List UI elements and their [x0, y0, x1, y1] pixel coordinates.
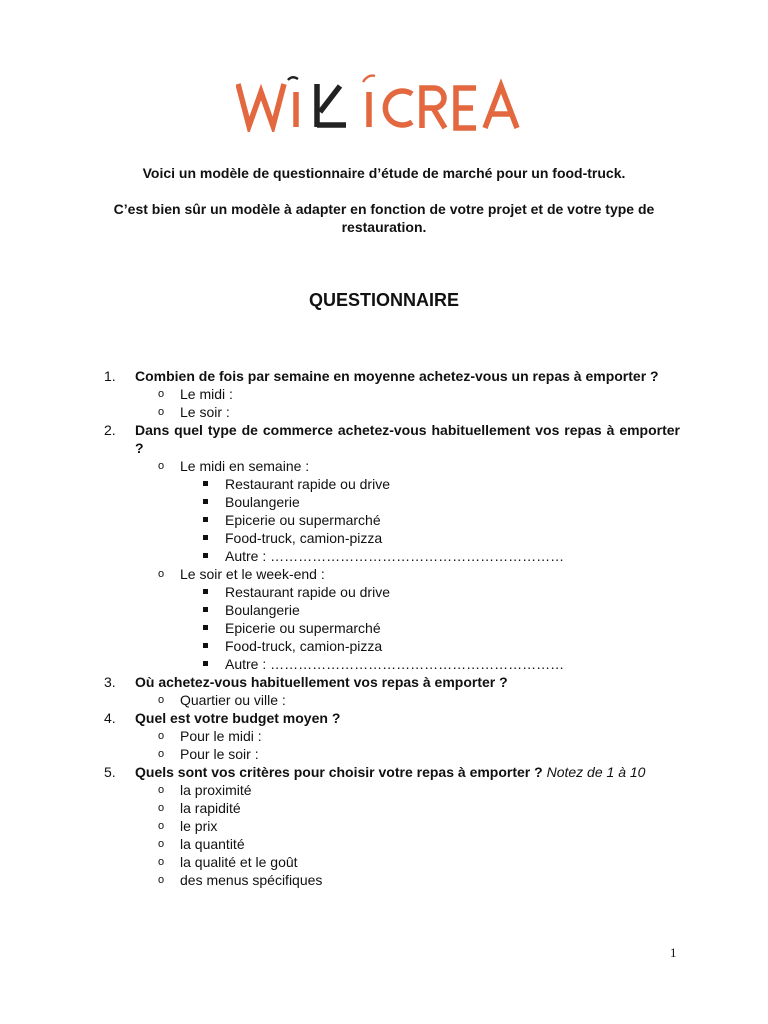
list-item: o Pour le midi : — [158, 727, 680, 745]
list-item: o des menus spécifiques — [158, 871, 680, 889]
list-item — [158, 565, 680, 673]
page-title: QUESTIONNAIRE — [308, 290, 459, 310]
list-item: Food-truck, camion-pizza — [203, 529, 680, 547]
list-item: Restaurant rapide ou drive — [203, 583, 680, 601]
list-item: o la proximité — [158, 781, 680, 799]
question-5 — [104, 763, 680, 889]
group-label: Le midi en semaine : — [180, 458, 310, 474]
list-item: Epicerie ou supermarché — [203, 619, 680, 637]
page-number: 1 — [670, 945, 677, 960]
question-4 — [104, 709, 680, 763]
wikicrea-logo — [0, 72, 768, 132]
list-item: o la qualité et le goût — [158, 853, 680, 871]
question-text: Dans quel type de commerce achetez-vous habituellement vos repas à emporter ? — [135, 422, 680, 456]
list-item: Autre : ……………………………………………………… — [203, 655, 680, 673]
question-text — [135, 763, 680, 781]
list-item: Restaurant rapide ou drive — [203, 475, 680, 493]
intro-line-2: C’est bien sûr un modèle à adapter en fonction de votre projet et de votre type de restauration. — [113, 201, 655, 235]
question-text: Quel est votre budget moyen ? — [135, 710, 341, 726]
list-item: o Le soir : — [158, 403, 680, 421]
list-item: Epicerie ou supermarché — [203, 511, 680, 529]
list-item: o Quartier ou ville : — [158, 691, 680, 709]
question-3 — [104, 673, 680, 709]
list-item: o la rapidité — [158, 799, 680, 817]
list-item: o la quantité — [158, 835, 680, 853]
list-item: o le prix — [158, 817, 680, 835]
questions-list — [104, 367, 680, 889]
group-label: Le soir et le week-end : — [180, 566, 325, 582]
question-note: Notez de 1 à 10 — [546, 764, 646, 780]
list-item: Boulangerie — [203, 601, 680, 619]
list-item: Autre : ……………………………………………………… — [203, 547, 680, 565]
question-number: 5. — [104, 764, 116, 780]
list-item: Boulangerie — [203, 493, 680, 511]
logo-image — [236, 72, 532, 132]
question-text-main: Quels sont vos critères pour choisir votre repas à emporter ? — [135, 764, 543, 780]
list-item: o Le midi : — [158, 385, 680, 403]
list-item: o Pour le soir : — [158, 745, 680, 763]
question-1 — [104, 367, 680, 421]
question-2 — [104, 421, 680, 673]
question-number: 2. — [104, 422, 116, 438]
question-number: 1. — [104, 368, 116, 384]
question-number: 4. — [104, 710, 116, 726]
list-item: Food-truck, camion-pizza — [203, 637, 680, 655]
list-item — [158, 457, 680, 565]
question-number: 3. — [104, 674, 116, 690]
question-text: Combien de fois par semaine en moyenne achetez-vous un repas à emporter ? — [135, 368, 659, 384]
intro-line-1: Voici un modèle de questionnaire d’étude de marché pour un food-truck. — [142, 165, 626, 181]
question-text: Où achetez-vous habituellement vos repas à emporter ? — [135, 674, 508, 690]
